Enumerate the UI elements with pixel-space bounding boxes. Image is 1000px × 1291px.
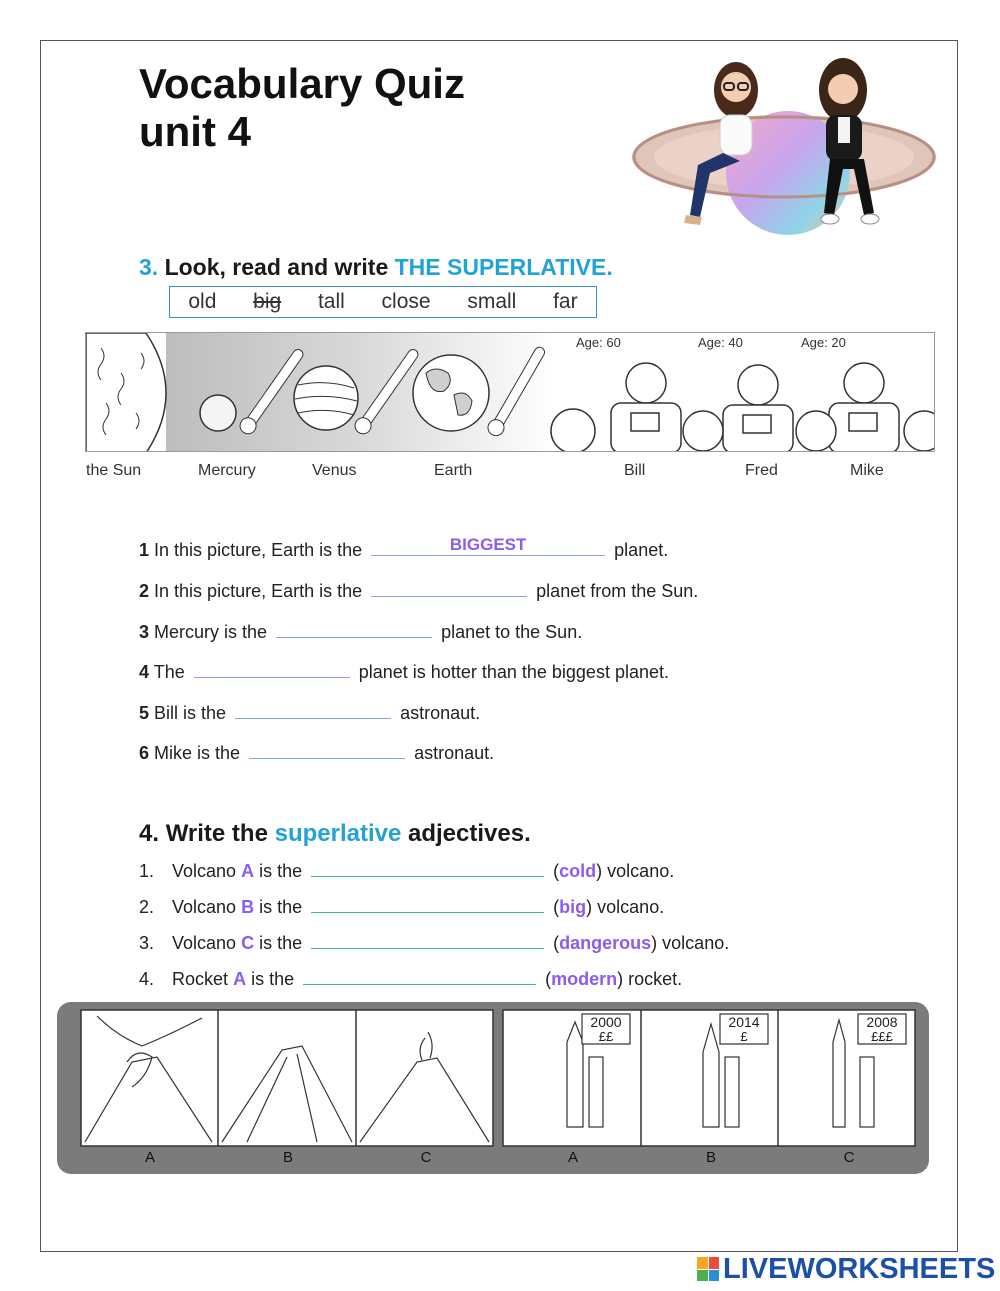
label-sun: the Sun: [86, 462, 142, 479]
age-label-bill: Age: 60: [576, 335, 621, 350]
label-earth: Earth: [434, 462, 473, 479]
exercise-4-item-2: 2. Volcano B is the (big) volcano.: [139, 894, 664, 918]
question-6: 6 Mike is the astronaut.: [139, 740, 494, 764]
answer-field-1[interactable]: [371, 537, 605, 556]
rocket-year-a: 2000: [590, 1014, 622, 1030]
rocket-year-b: 2014: [728, 1014, 760, 1030]
planets-astronauts-picture: [85, 332, 935, 452]
word-bank-item: old: [188, 290, 217, 313]
rocket-price-c: £££: [871, 1029, 893, 1044]
word-bank-item: small: [467, 290, 517, 313]
question-2: 2 In this picture, Earth is the planet from the Sun.: [139, 578, 698, 602]
volcano-rocket-panel: [57, 1002, 929, 1174]
age-label-fred: Age: 40: [698, 335, 743, 350]
exercise-4-field-3[interactable]: [311, 930, 544, 949]
answer-field-4[interactable]: [194, 659, 350, 678]
age-label-mike: Age: 20: [801, 335, 846, 350]
volcano-label-b: B: [282, 1149, 294, 1166]
exercise-4-item-3: 3. Volcano C is the (dangerous) volcano.: [139, 930, 729, 954]
planets-astronauts-drawing: [86, 333, 935, 452]
word-bank: [169, 286, 597, 318]
label-mercury: Mercury: [198, 462, 256, 479]
answer-field-3[interactable]: [276, 619, 432, 638]
rocket-price-a: ££: [598, 1029, 614, 1044]
rocket-label-c: C: [843, 1149, 855, 1166]
question-3: 3 Mercury is the planet to the Sun.: [139, 619, 582, 643]
label-venus: Venus: [312, 462, 357, 479]
logo-icon: [697, 1257, 719, 1281]
exercise-4-field-1[interactable]: [311, 858, 544, 877]
volcano-label-c: C: [420, 1149, 432, 1166]
answer-text-1: BIGGEST: [449, 535, 527, 554]
word-bank-item: close: [381, 290, 431, 313]
rocket-year-c: 2008: [866, 1014, 898, 1030]
label-fred: Fred: [745, 462, 778, 479]
word-bank-item: tall: [317, 290, 345, 313]
answer-field-5[interactable]: [235, 700, 391, 719]
question-4: 4 The planet is hotter than the biggest planet.: [139, 659, 669, 683]
rocket-price-b: £: [740, 1029, 748, 1044]
volcano-label-a: A: [144, 1149, 156, 1166]
rocket-label-a: A: [567, 1149, 579, 1166]
page-title: Vocabulary Quiz unit 4: [139, 60, 465, 155]
question-1: 1 In this picture, Earth is the BIGGEST planet.: [139, 535, 669, 560]
rocket-label-b: B: [705, 1149, 717, 1166]
question-5: 5 Bill is the astronaut.: [139, 700, 480, 724]
word-bank-item: far: [553, 290, 578, 313]
volcano-rocket-drawing: [57, 1002, 929, 1174]
word-bank-item-crossed: big: [253, 290, 282, 313]
answer-field-6[interactable]: [249, 740, 405, 759]
exercise-4-item-1: 1. Volcano A is the (cold) volcano.: [139, 858, 674, 882]
exercise-4-field-4[interactable]: [303, 966, 536, 985]
answer-field-2[interactable]: [371, 578, 527, 597]
planet-avatars-illustration: [628, 45, 940, 245]
exercise-4-field-2[interactable]: [311, 894, 544, 913]
label-mike: Mike: [850, 462, 884, 479]
label-bill: Bill: [624, 462, 646, 479]
section-4-heading: 4. Write the superlative adjectives.: [139, 820, 531, 847]
section-3-heading: 3. Look, read and write THE SUPERLATIVE.: [139, 254, 613, 280]
liveworksheets-logo: LIVEWORKSHEETS: [697, 1252, 995, 1286]
exercise-4-item-4: 4. Rocket A is the (modern) rocket.: [139, 966, 682, 990]
